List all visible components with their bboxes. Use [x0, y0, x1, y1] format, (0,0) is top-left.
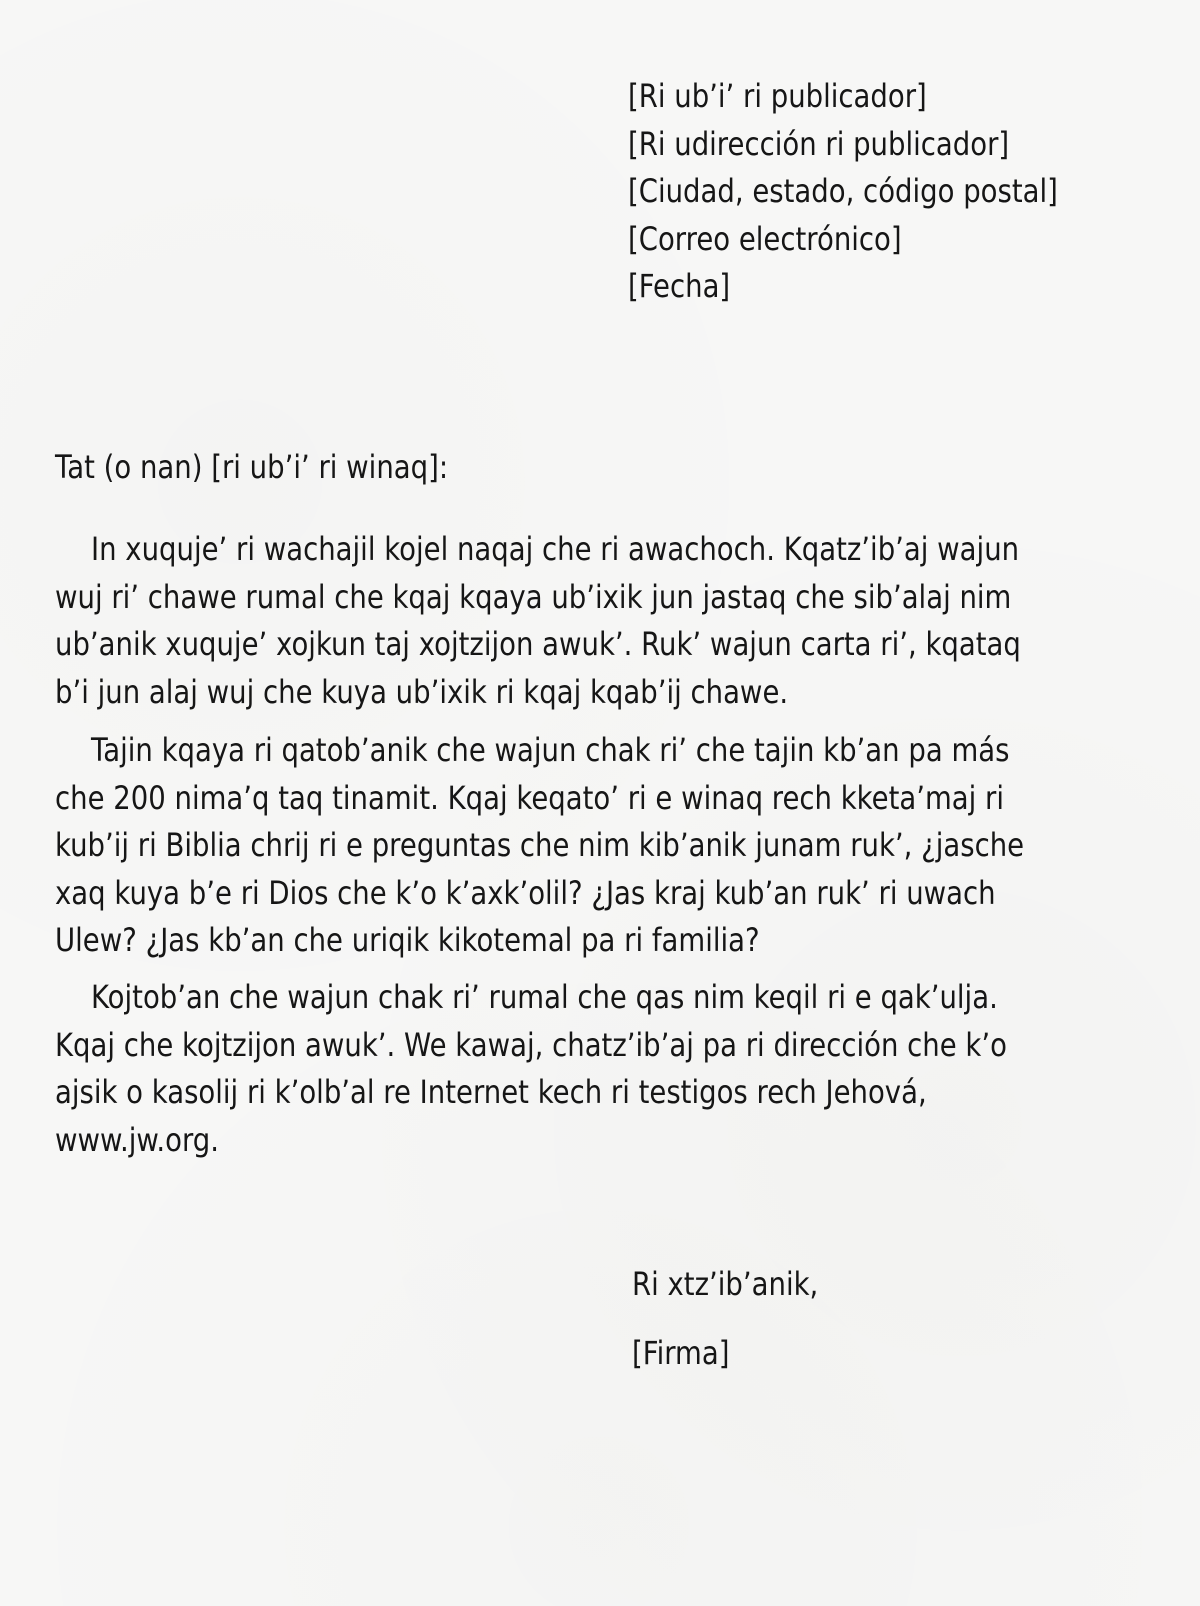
sender-name: [Ri ub’i’ ri publicador]	[628, 77, 927, 115]
paragraph-line: In xuquje’ ri wachajil kojel naqaj che ri awachoch. Kqatz’ib’aj wajun	[91, 530, 1020, 568]
letter-date: [Fecha]	[628, 267, 731, 305]
sender-email: [Correo electrónico]	[628, 219, 902, 258]
paragraph-line: Kojtob’an che wajun chak ri’ rumal che qas nim keqil ri e qak’ulja.	[91, 978, 998, 1016]
paragraph-line: xaq kuya b’e ri Dios che k’o k’axk’olil? ¿Jas kraj kub’an ruk’ ri uwach	[55, 873, 996, 912]
paragraph-line: che 200 nima’q taq tinamit. Kqaj keqato’ ri e winaq rech kketa’maj ri	[55, 778, 1004, 817]
paragraph-line: Tajin kqaya ri qatob’anik che wajun chak ri’ che tajin kb’an pa más	[91, 731, 1010, 769]
paragraph-line: ub’anik xuquje’ xojkun taj xojtzijon awuk’. Ruk’ wajun carta ri’, kqataq	[55, 625, 1021, 663]
paragraph-line: b’i jun alaj wuj che kuya ub’ixik ri kqaj kqab’ij chawe.	[55, 672, 789, 711]
paragraph-line: Ulew? ¿Jas kb’an che uriqik kikotemal pa ri familia?	[55, 921, 760, 959]
website-link: www.jw.org.	[55, 1120, 220, 1159]
closing: Ri xtz’ib’anik,	[632, 1265, 819, 1303]
paragraph-line: wuj ri’ chawe rumal che kqaj kqaya ub’ixik jun jastaq che sib’alaj nim	[55, 577, 1012, 616]
signature-placeholder: [Firma]	[632, 1334, 730, 1372]
salutation: Tat (o nan) [ri ub’i’ ri winaq]:	[55, 448, 449, 486]
paragraph-line: kub’ij ri Biblia chrij ri e preguntas che nim kib’anik junam ruk’, ¿jasche	[55, 826, 1025, 864]
paragraph-line: Kqaj che kojtzijon awuk’. We kawaj, chatz’ib’aj pa ri dirección che k’o	[55, 1025, 1007, 1064]
paragraph-line: ajsik o kasolij ri k’olb’al re Internet kech ri testigos rech Jehová,	[55, 1073, 927, 1111]
sender-city-state-zip: [Ciudad, estado, código postal]	[628, 172, 1058, 210]
sender-address: [Ri udirección ri publicador]	[628, 124, 1010, 163]
